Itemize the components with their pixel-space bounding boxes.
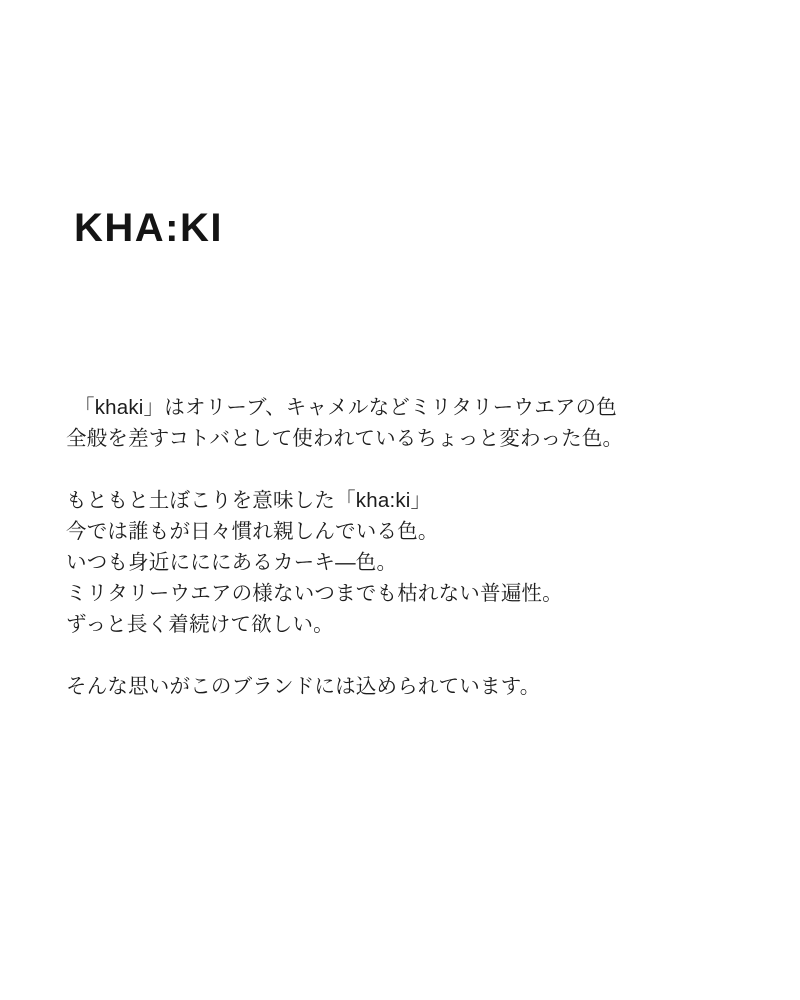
text-line: いつも身近にににあるカーキ―色。 <box>66 551 398 574</box>
text-line: 「khaki」はオリーブ、キャメルなどミリタリーウエアの色 <box>74 396 617 419</box>
paragraph-story <box>66 485 766 640</box>
text-line: ミリタリーウエアの様ないつまでも枯れない普遍性。 <box>66 582 563 605</box>
text-line: 全般を差すコトバとして使われているちょっと変わった色。 <box>66 427 624 450</box>
paragraph-lead <box>66 392 766 454</box>
brand-logo: KHA:KI <box>74 206 223 250</box>
text-line: 今では誰もが日々慣れ親しんでいる色。 <box>66 520 439 543</box>
text-line: そんな思いがこのブランドには込められています。 <box>66 675 541 698</box>
text-line: ずっと長く着続けて欲しい。 <box>66 613 334 636</box>
text-line: もともと土ぼこりを意味した「kha:ki」 <box>66 489 432 512</box>
paragraph-closing <box>66 671 766 702</box>
brand-story-copy <box>66 392 766 702</box>
